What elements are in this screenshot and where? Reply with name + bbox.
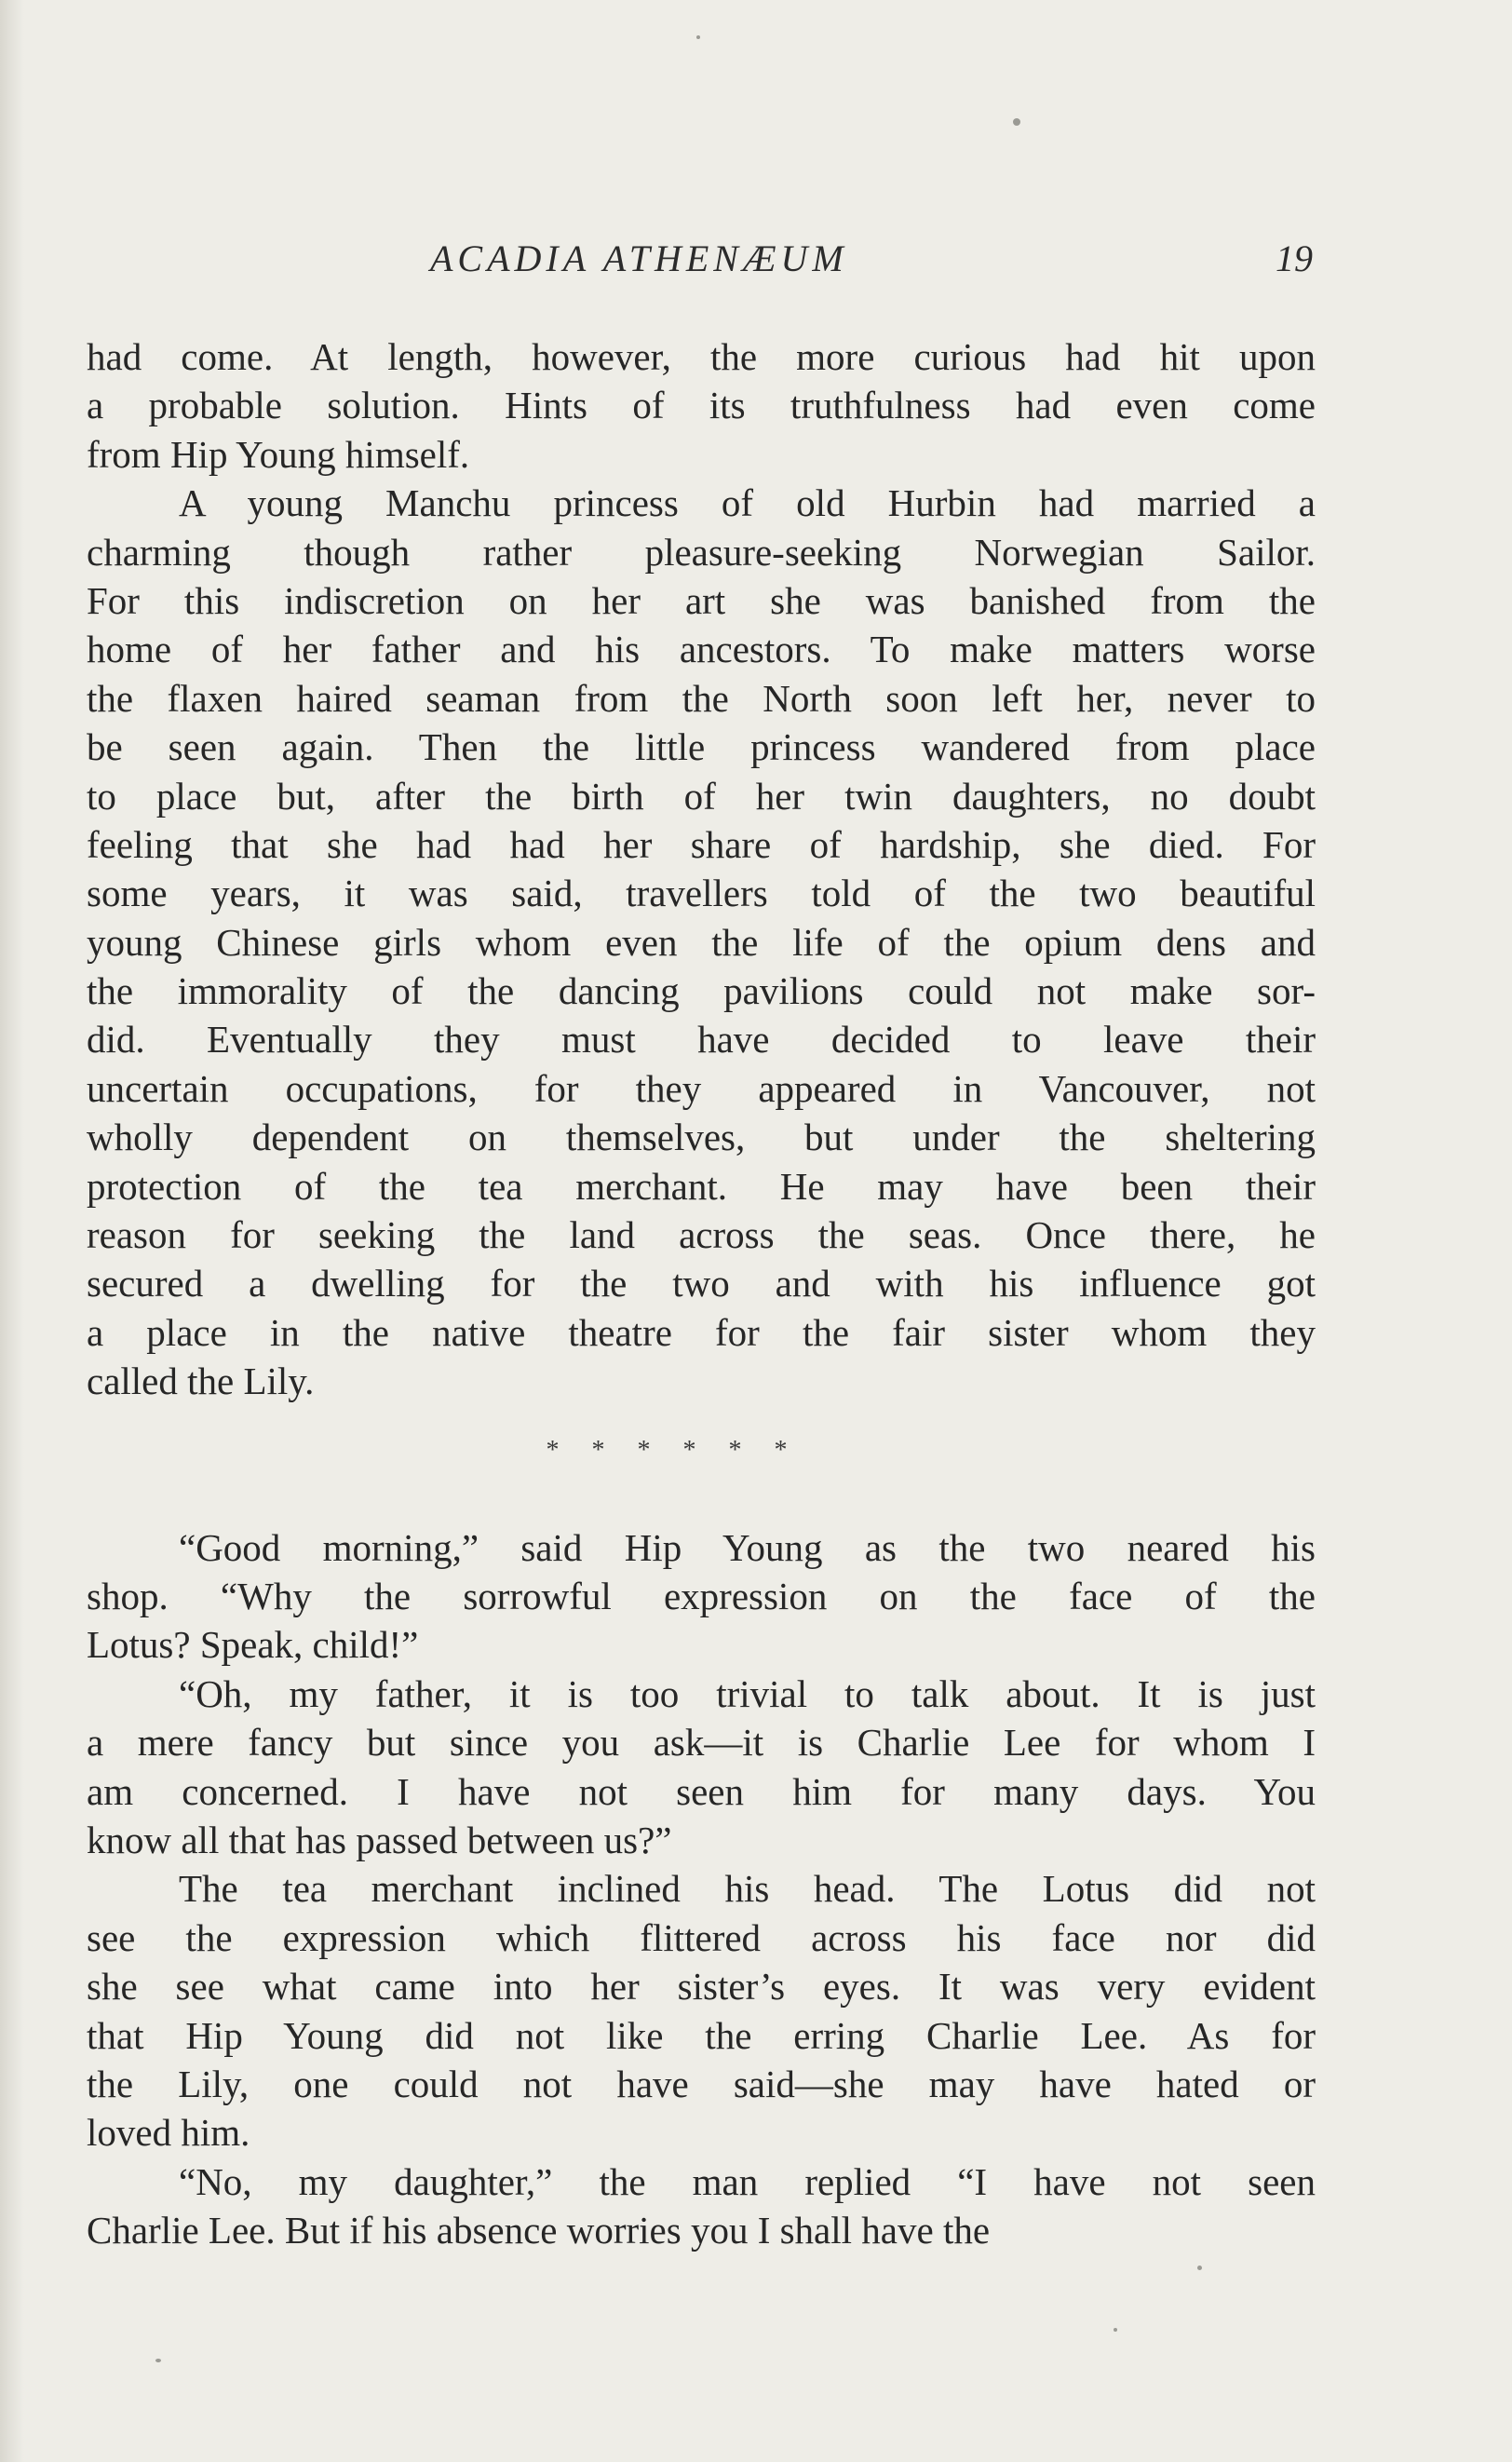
text-line: a probable solution. Hints of its truthfulness had even come	[87, 384, 1316, 427]
paragraph	[87, 1523, 1316, 1670]
text-line: a mere fancy but since you ask—it is Charlie Lee for whom I	[87, 1721, 1316, 1765]
text-line: protection of the tea merchant. He may have been their	[87, 1164, 1316, 1208]
text-line: a place in the native theatre for the fair sister whom they	[87, 1310, 1316, 1354]
text-line: be seen again. Then the little princess wandered from place	[87, 725, 1316, 769]
spacer	[87, 1495, 1316, 1523]
text-line: did. Eventually they must have decided to leave their	[87, 1018, 1316, 1062]
text-line: called the Lily.	[87, 1360, 315, 1403]
text-line: charming though rather pleasure-seeking Norwegian Sailor.	[87, 530, 1316, 574]
text-line: For this indiscretion on her art she was banished from the	[87, 578, 1316, 622]
text-before-break	[87, 332, 1316, 1406]
text-line: the Lily, one could not have said—she may have hated or	[87, 2062, 1316, 2105]
page-number: 19	[1276, 237, 1313, 279]
text-line: uncertain occupations, for they appeared in Vancouver, not	[87, 1066, 1316, 1110]
section-break: * * * * * *	[546, 1435, 801, 1465]
page-speck	[696, 35, 700, 39]
text-line: A young Manchu princess of old Hurbin had married a	[179, 481, 1316, 525]
text-line: am concerned. I have not seen him for many days. You	[87, 1769, 1316, 1813]
text-line: secured a dwelling for the two and with his influence got	[87, 1262, 1316, 1305]
text-line: that Hip Young did not like the erring Charlie Lee. As for	[87, 2013, 1316, 2057]
text-line: “Good morning,” said Hip Young as the two neared his	[179, 1525, 1316, 1569]
running-title: ACADIA ATHENÆUM	[430, 237, 848, 279]
running-head	[0, 237, 1512, 292]
page-speck	[1114, 2328, 1117, 2332]
text-line: she see what came into her sister’s eyes. It was very evident	[87, 1965, 1316, 2009]
text-line: to place but, after the birth of her twin daughters, no doubt	[87, 774, 1316, 818]
page-speck	[1197, 2266, 1202, 2270]
text-line: reason for seeking the land across the seas. Once there, he	[87, 1213, 1316, 1257]
text-line: home of her father and his ancestors. To make matters worse	[87, 628, 1316, 671]
text-line: know all that has passed between us?”	[87, 1818, 672, 1861]
text-line: wholly dependent on themselves, but under the sheltering	[87, 1116, 1316, 1159]
paragraph	[87, 2158, 1316, 2255]
paragraph	[87, 1670, 1316, 1865]
text-line: the immorality of the dancing pavilions could not make sor-	[87, 969, 1316, 1013]
text-line: young Chinese girls whom even the life of the opium dens and	[87, 920, 1316, 964]
paragraph	[87, 1864, 1316, 2157]
paragraph	[87, 479, 1316, 1405]
text-after-break	[87, 1523, 1316, 2255]
text-line: the flaxen haired seaman from the North soon left her, never to	[87, 676, 1316, 720]
text-line: “Oh, my father, it is too trivial to talk about. It is just	[179, 1671, 1316, 1715]
text-line: some years, it was said, travellers told of the two beautiful	[87, 872, 1316, 915]
text-line: shop. “Why the sorrowful expression on the face of the	[87, 1574, 1316, 1617]
page-speck	[1013, 118, 1020, 126]
text-line: “No, my daughter,” the man replied “I have not seen	[179, 2159, 1316, 2203]
text-line: feeling that she had had her share of hardship, she died. For	[87, 822, 1316, 866]
text-line: see the expression which flittered across his face nor did	[87, 1915, 1316, 1959]
gutter-shadow	[0, 0, 24, 2462]
paragraph	[87, 332, 1316, 479]
text-line: had come. At length, however, the more curious had hit upon	[87, 335, 1316, 378]
page-speck	[155, 2359, 161, 2362]
text-line: The tea merchant inclined his head. The Lotus did not	[179, 1867, 1316, 1911]
body-text	[87, 332, 1316, 2254]
text-line: loved him.	[87, 2111, 250, 2155]
text-line: Lotus? Speak, child!”	[87, 1623, 419, 1667]
text-line: Charlie Lee. But if his absence worries you I shall have the	[87, 2209, 991, 2252]
text-line: from Hip Young himself.	[87, 432, 470, 476]
